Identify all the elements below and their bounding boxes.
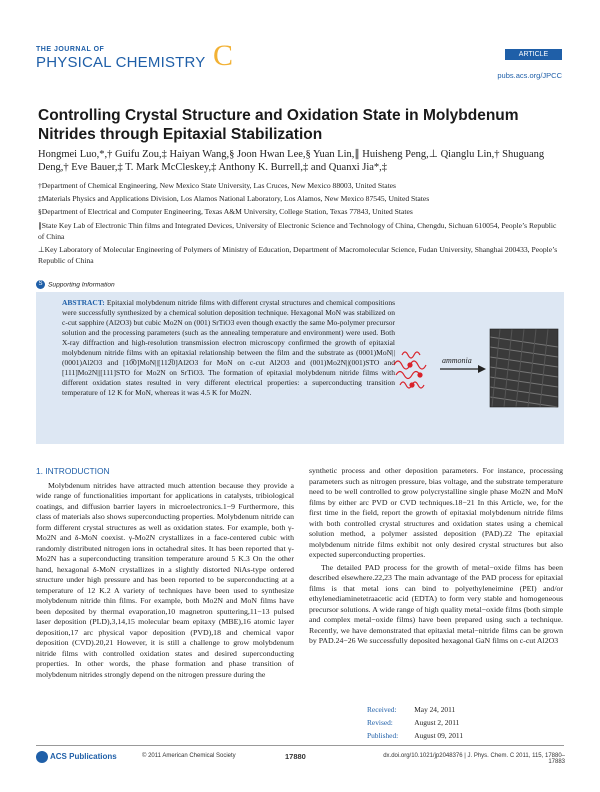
polymer-precursor-icon: [394, 352, 426, 388]
supporting-info-link[interactable]: [36, 280, 115, 289]
page-number: 17880: [285, 752, 306, 761]
received-label: Received:: [367, 705, 397, 714]
affiliations: [38, 180, 563, 268]
intro-column-1: [36, 466, 294, 682]
supporting-info-label: Supporting Information: [48, 281, 115, 289]
arrow-right-icon: [440, 365, 486, 373]
published-date: August 09, 2011: [414, 731, 464, 740]
affiliation: ∥State Key Lab of Electronic Thin films and Integrated Devices, University of Electronic Science and Technology of China, Chengdu, Sichuan 610054, People’s Republic of China: [38, 220, 557, 241]
published-label: Published:: [367, 731, 399, 740]
journal-letter: C: [213, 39, 234, 72]
acs-logo-icon: [36, 751, 48, 763]
abstract: [62, 298, 395, 398]
publisher-logo: [36, 751, 117, 763]
toc-ammonia-label: ammonia: [442, 356, 472, 365]
received-date: May 24, 2011: [414, 705, 456, 714]
affiliation: ⊥Key Laboratory of Molecular Engineering of Polymers of Ministry of Education, Department of Macromolecular Science, Fudan University, Shanghai 200433, People’s Republic of China: [38, 245, 558, 266]
journal-the: THE JOURNAL OF: [36, 46, 105, 53]
journal-url[interactable]: pubs.acs.org/JPCC: [497, 71, 562, 80]
revised-date: August 2, 2011: [414, 718, 460, 727]
journal-name: PHYSICAL CHEMISTRY: [36, 54, 206, 71]
abstract-label: ABSTRACT:: [62, 298, 105, 307]
doi-citation[interactable]: dx.doi.org/10.1021/jp2048376 | J. Phys. Chem. C 2011, 115, 17880–17883: [383, 753, 565, 765]
paragraph: synthetic process and other deposition parameters. For instance, processing parameters such as nitrogen pressure, bias voltage, and the substrate temperature need to be well controlled to grow polycrystalline single phase Mo2N and MoN films by either arc PVD or CVD techniques.18−21 In this Article, we, for the first time in the field, report the growth of epitaxial molybdenum nitride films with both controlled crystal structures and oxidation states using a chemical solution method, a polymer assisted deposition (PAD).22 The epitaxial molybdenum nitride films exhibit not only desired crystal structures but also expected superconducting properties.: [309, 466, 563, 559]
copyright: © 2011 American Chemical Society: [142, 753, 236, 759]
paragraph: Molybdenum nitrides have attracted much attention because they provide a wide range of functionalities important for applications in catalysts, tribiological coatings, and diffusion barrier layers in microelectronics.1−9 Furthermore, this class of materials also shows superconducting properties. Molybdenum nitride can form different crystal structures as well as oxidation states. For example, both γ-Mo2N and δ-MoN coexist. γ-Mo2N crystallizes in a face-centered cubic with randomly distributed nitrogen ions in octahedral sites. It has been reported that γ-Mo2N has a superconducting transition temperature around 5 K.3 On the other hand, hexagonal δ-MoN crystallizes in a slightly distorted NiAs-type ordered structure under high pressure and has been reported to be superconducting at a temperature of 12 K.2 A variety of techniques have been used to synthesize molybdenum nitride thin films. For example, both Mo2N and MoN films have been deposited by thermal evaporation,10 magnetron sputtering,11−13 pulsed laser deposition (PLD),3,14,15 molecular beam epitaxy (MBE),16 atomic layer deposition,17 arc physical vapor deposition (PVD),18 and chemical vapor deposition (CVD).20,21 However, it is still a challenge to grow molybdenum nitride films with controlled oxidation states and desired superconducting properties. In other words, the phase formation and phase transition of molybdenum nitrides strongly depend on the nitrogen pressure during the: [36, 480, 294, 679]
paragraph: The detailed PAD process for the growth of metal−oxide films has been described elsewhere.22,23 The main advantage of the PAD process for epitaxial films is that metal ions can bind to polyethyleneimine (PEI) and/or ethylenediaminetetraacetic acid (EDTA) to form very stable and homogeneous precursor solutions. A wide range of high quality metal−oxide films (both simple and complex metal−oxide films) have been prepared using such a technique. Recently, we have demonstrated that epitaxial metal−nitride films can be grown by PAD.24−26 We successfully deposited hexagonal GaN films on c-cut Al2O3: [309, 562, 563, 645]
supporting-info-icon: S: [36, 280, 45, 289]
footer-divider: [36, 745, 564, 746]
publication-dates: [365, 702, 479, 743]
toc-graphic: [390, 327, 560, 409]
affiliation: †Department of Chemical Engineering, New Mexico State University, Las Cruces, New Mexico 88003, United States: [38, 181, 397, 190]
intro-column-2: [309, 466, 563, 649]
article-tag: ARTICLE: [505, 49, 562, 60]
paper-title: Controlling Crystal Structure and Oxidation State in Molybdenum Nitrides through Epitaxial Stabilization: [38, 107, 519, 143]
author-list: Hongmei Luo,*,† Guifu Zou,‡ Haiyan Wang,§ Joon Hwan Lee,§ Yuan Lin,∥ Huisheng Peng,⊥ Qianglu Lin,† Shuguang Deng,† Eve Bauer,‡ T. Mark McCleskey,‡ Anthony K. Burrell,‡ and Quanxi Jia*,‡: [38, 149, 545, 173]
publisher-name: ACS Publications: [50, 752, 117, 762]
affiliation: ‡Materials Physics and Applications Division, Los Alamos National Laboratory, Los Alamos, New Mexico 87545, United States: [38, 194, 430, 204]
section-heading: 1. INTRODUCTION: [36, 466, 110, 476]
hrtem-image-icon: [490, 329, 558, 407]
abstract-body: Epitaxial molybdenum nitride films with different crystal structures and chemical compositions were successfully synthesized by a chemical solution deposition technique. Hexagonal MoN was stabilized on c-cut sapphire (Al2O3) but cubic Mo2N on (001) SrTiO3 even though exactly the same Mo-polymer precursor solution and the processing parameters (such as the annealing temperature and environment) were used. Both X-ray diffraction and high-resolution transmission electron microscopy confirmed the growth of epitaxial molybdenum nitride films with an epitaxial relationship between the film and the substrate as (0001)MoN||(0001)Al2O3 and [10̅0]MoN||[112̅0]Al2O3 for MoN on c-cut Al2O3 and (001)Mo2N||(001)STO and [111]Mo2N||[111]STO for Mo2N on SrTiO3. The formation of epitaxial molybdenum nitride films with different oxidation states resulted in very different electrical properties: a superconducting transition temperature of 12 K for MoN, whereas it was 4.5 K for Mo2N.: [62, 298, 395, 397]
revised-label: Revised:: [367, 718, 393, 727]
affiliation: §Department of Electrical and Computer Engineering, Texas A&M University, College Station, Texas 77843, United States: [38, 207, 413, 217]
